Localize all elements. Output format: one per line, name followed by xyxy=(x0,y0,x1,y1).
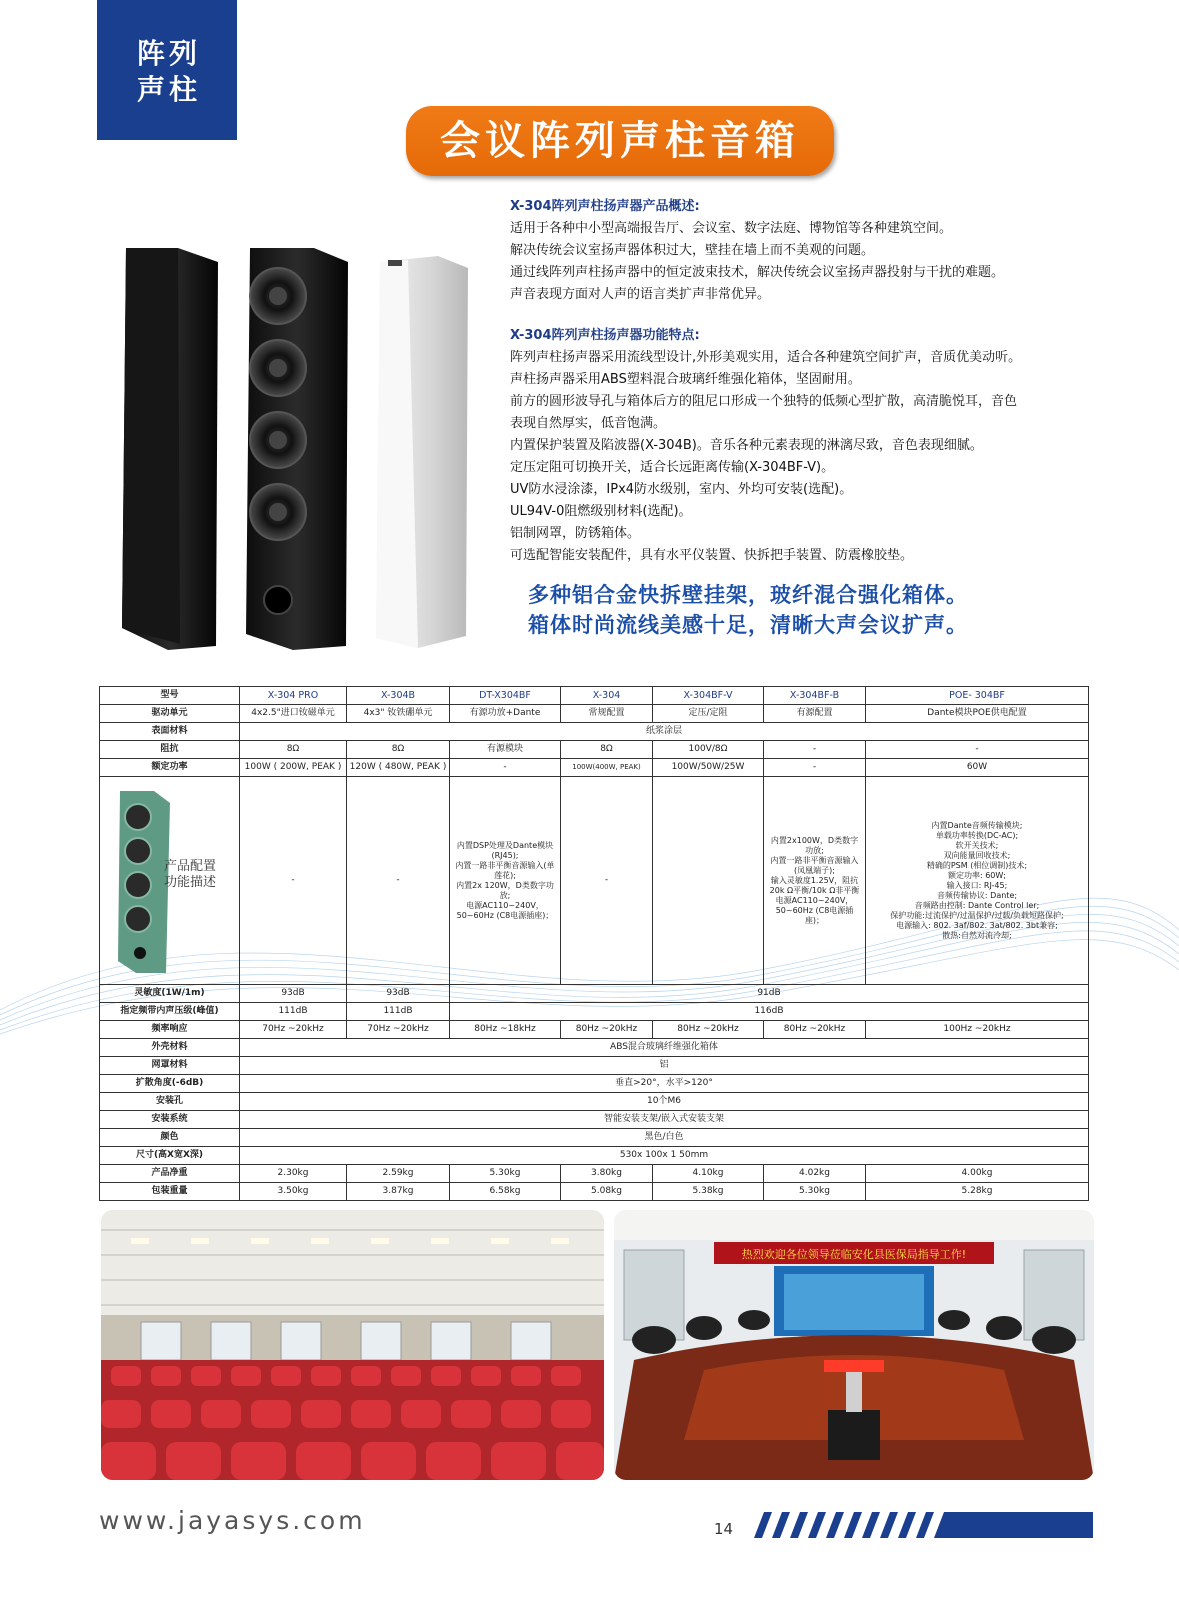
row-label: 外壳材料 xyxy=(100,1039,240,1057)
auditorium-illustration xyxy=(101,1210,604,1480)
cell: 定压/定阻 xyxy=(653,705,764,723)
cell: 93dB xyxy=(347,985,450,1003)
cell xyxy=(653,777,764,985)
table-row xyxy=(100,1111,1089,1129)
cell: ABS混合玻璃纤维强化箱体 xyxy=(240,1039,1089,1057)
cell: 70Hz ~20kHz xyxy=(240,1021,347,1039)
feature-line: 表现自然厚实，低音饱满。 xyxy=(510,416,667,431)
cell: 116dB xyxy=(450,1003,1089,1021)
cell: 纸浆涂层 xyxy=(240,723,1089,741)
table-row xyxy=(100,723,1089,741)
page-title-banner: 会议阵列声柱音箱 xyxy=(406,106,834,176)
table-row xyxy=(100,777,1089,985)
cell: POE- 304BF xyxy=(866,687,1089,705)
cell: 5.08kg xyxy=(561,1183,653,1201)
cell: 4x3" 钕铁硼单元 xyxy=(347,705,450,723)
cell: 91dB xyxy=(450,985,1089,1003)
cell: 100W/50W/25W xyxy=(653,759,764,777)
cell: 内置Dante音频传输模块; 单载功率转换(DC-AC); 软开关技术; 双向能量回收技术; 精确的PSM (相位调制)技术; 额定功率: 60W; 输入接口: RJ-45; 音频传输协议: Dante; 音频路由控制: Dante Control ler; 保护功能:过流保护/过温保护/过载/负载短路保护; 电源输入: 802. 3af/802. 3at/802. 3bt兼容; 散热:自然对流冷却; xyxy=(866,777,1089,985)
slogan-line1: 多种铝合金快拆壁挂架，玻纤混合强化箱体。 xyxy=(528,583,968,607)
cell: 60W xyxy=(866,759,1089,777)
cell: 5.28kg xyxy=(866,1183,1089,1201)
cell: 100W(400W, PEAK) xyxy=(561,759,653,777)
cell: 80Hz ~20kHz xyxy=(764,1021,866,1039)
row-label: 网罩材料 xyxy=(100,1057,240,1075)
row-label: 额定功率 xyxy=(100,759,240,777)
table-row xyxy=(100,1003,1089,1021)
cell: 70Hz ~20kHz xyxy=(347,1021,450,1039)
cell: X-304 PRO xyxy=(240,687,347,705)
row-label: 驱动单元 xyxy=(100,705,240,723)
table-row xyxy=(100,1039,1089,1057)
cell: 内置2x100W，D类数字功放; 内置一路非平衡音源输入(凤凰端子); 输入灵敏度1.25V，阻抗20k Ω平衡/10k Ω非平衡 电源AC110~240V，50~60Hz (C8电源插座)； xyxy=(764,777,866,985)
cell: 垂直>20°，水平>120° xyxy=(240,1075,1089,1093)
cell: 10个M6 xyxy=(240,1093,1089,1111)
cell: 111dB xyxy=(347,1003,450,1021)
section-tab-line1: 阵列 xyxy=(137,37,202,70)
config-label-line1: 产品配置 xyxy=(164,859,217,874)
cell: 100V/8Ω xyxy=(653,741,764,759)
cell: 4.02kg xyxy=(764,1165,866,1183)
cell: - xyxy=(561,777,653,985)
cell: 5.38kg xyxy=(653,1183,764,1201)
cell: X-304BF-V xyxy=(653,687,764,705)
table-row xyxy=(100,1075,1089,1093)
cell: X-304BF-B xyxy=(764,687,866,705)
table-row xyxy=(100,1183,1089,1201)
config-label-line2: 功能描述 xyxy=(164,875,217,890)
cell: 5.30kg xyxy=(450,1165,561,1183)
table-row xyxy=(100,687,1089,705)
cell: 有源功放+Dante xyxy=(450,705,561,723)
cell: 有源配置 xyxy=(764,705,866,723)
cell: 内置DSP处理及Dante模块(RJ45); 内置一路非平衡音源输入(单莲花); 内置2x 120W，D类数字功放; 电源AC110~240V，50~60Hz (C8电源插座)； xyxy=(450,777,561,985)
cell: 111dB xyxy=(240,1003,347,1021)
cell: 3.80kg xyxy=(561,1165,653,1183)
cell: 有源模块 xyxy=(450,741,561,759)
table-row xyxy=(100,1165,1089,1183)
page-number: 14 xyxy=(714,1520,734,1538)
cell: - xyxy=(240,777,347,985)
table-row xyxy=(100,705,1089,723)
cell: - xyxy=(347,777,450,985)
footer-website-url[interactable]: www.jayasys.com xyxy=(99,1506,366,1535)
cell: 80Hz ~18kHz xyxy=(450,1021,561,1039)
section-tab-line2: 声柱 xyxy=(137,73,202,106)
cell: 100W ( 200W, PEAK ) xyxy=(240,759,347,777)
config-image-cell xyxy=(100,777,240,985)
config-label xyxy=(164,859,216,891)
auditorium-photo xyxy=(101,1210,604,1480)
cell: X-304 xyxy=(561,687,653,705)
cell: 4x2.5"进口钕磁单元 xyxy=(240,705,347,723)
row-label: 尺寸(高X宽X深) xyxy=(100,1147,240,1165)
cell: 8Ω xyxy=(561,741,653,759)
overview-line: 解决传统会议室扬声器体积过大，壁挂在墙上而不美观的问题。 xyxy=(510,243,875,258)
welcome-banner-text: 热烈欢迎各位领导莅临安化县医保局指导工作! xyxy=(741,1248,967,1261)
features-heading: X-304阵列声柱扬声器功能特点: xyxy=(510,328,700,343)
cell: Dante模块POE供电配置 xyxy=(866,705,1089,723)
overview-heading: X-304阵列声柱扬声器产品概述: xyxy=(510,199,700,214)
row-label: 产品净重 xyxy=(100,1165,240,1183)
cell: 3.87kg xyxy=(347,1183,450,1201)
row-label: 灵敏度(1W/1m) xyxy=(100,985,240,1003)
overview-line: 适用于各种中小型高端报告厅、会议室、数字法庭、博物馆等各种建筑空间。 xyxy=(510,221,953,236)
feature-line: 可选配智能安装配件，具有水平仪装置、快拆把手装置、防震橡胶垫。 xyxy=(510,548,914,563)
cell: 2.59kg xyxy=(347,1165,450,1183)
row-label: 频率响应 xyxy=(100,1021,240,1039)
table-row xyxy=(100,1129,1089,1147)
features-section xyxy=(510,325,1110,567)
cell: 8Ω xyxy=(240,741,347,759)
cell: 常规配置 xyxy=(561,705,653,723)
cell: - xyxy=(764,741,866,759)
cell: 3.50kg xyxy=(240,1183,347,1201)
row-label: 表面材料 xyxy=(100,723,240,741)
feature-line: 定压定阻可切换开关，适合长远距离传输(X-304BF-V)。 xyxy=(510,460,835,475)
cell: 黑色/白色 xyxy=(240,1129,1089,1147)
cell: 4.10kg xyxy=(653,1165,764,1183)
overview-line: 声音表现方面对人声的语言类扩声非常优异。 xyxy=(510,287,771,302)
cell: 5.30kg xyxy=(764,1183,866,1201)
row-label: 包装重量 xyxy=(100,1183,240,1201)
conference-illustration xyxy=(614,1210,1094,1480)
cell: 6.58kg xyxy=(450,1183,561,1201)
section-tab xyxy=(97,0,237,140)
table-row xyxy=(100,985,1089,1003)
row-label: 颜色 xyxy=(100,1129,240,1147)
cell: 80Hz ~20kHz xyxy=(653,1021,764,1039)
row-label: 安装孔 xyxy=(100,1093,240,1111)
product-speakers-image xyxy=(118,248,468,668)
cell: 8Ω xyxy=(347,741,450,759)
slogan xyxy=(528,580,1088,640)
slogan-line2: 箱体时尚流线美感十足，清晰大声会议扩声。 xyxy=(528,613,968,637)
cell: 93dB xyxy=(240,985,347,1003)
conference-room-photo xyxy=(614,1210,1094,1480)
row-label: 型号 xyxy=(100,687,240,705)
feature-line: 内置保护装置及陷波器(X-304B)。音乐各种元素表现的淋漓尽致，音色表现细腻。 xyxy=(510,438,983,453)
spec-table xyxy=(99,686,1089,1201)
feature-line: 声柱扬声器采用ABS塑料混合玻璃纤维强化箱体，坚固耐用。 xyxy=(510,372,861,387)
cell: 4.00kg xyxy=(866,1165,1089,1183)
cell: 智能安装支架/嵌入式安装支架 xyxy=(240,1111,1089,1129)
feature-line: UV防水浸涂漆，IPx4防水级别，室内、外均可安装(选配)。 xyxy=(510,482,853,497)
decorative-stripes xyxy=(748,1512,1093,1538)
row-label: 指定频带内声压级(峰值) xyxy=(100,1003,240,1021)
table-row xyxy=(100,741,1089,759)
row-label: 安装系统 xyxy=(100,1111,240,1129)
feature-line: 前方的圆形波导孔与箱体后方的阻尼口形成一个独特的低频心型扩散，高清脆悦耳，音色 xyxy=(510,394,1018,409)
table-row xyxy=(100,1021,1089,1039)
overview-section xyxy=(510,196,1110,306)
cell: 530x 100x 1 50mm xyxy=(240,1147,1089,1165)
cell: - xyxy=(866,741,1089,759)
feature-line: UL94V-0阻燃级别材料(选配)。 xyxy=(510,504,692,519)
cell: DT-X304BF xyxy=(450,687,561,705)
cell: 80Hz ~20kHz xyxy=(561,1021,653,1039)
table-row xyxy=(100,759,1089,777)
cell: - xyxy=(764,759,866,777)
cell: X-304B xyxy=(347,687,450,705)
feature-line: 阵列声柱扬声器采用流线型设计,外形美观实用，适合各种建筑空间扩声，音质优美动听。 xyxy=(510,350,1022,365)
table-row xyxy=(100,1057,1089,1075)
cell: 2.30kg xyxy=(240,1165,347,1183)
table-row xyxy=(100,1147,1089,1165)
cell: - xyxy=(450,759,561,777)
table-row xyxy=(100,1093,1089,1111)
feature-line: 铝制网罩，防锈箱体。 xyxy=(510,526,641,541)
row-label: 阻抗 xyxy=(100,741,240,759)
cell: 铝 xyxy=(240,1057,1089,1075)
row-label: 扩散角度(-6dB) xyxy=(100,1075,240,1093)
cell: 100Hz ~20kHz xyxy=(866,1021,1089,1039)
overview-line: 通过线阵列声柱扬声器中的恒定波束技术，解决传统会议室扬声器投射与干扰的难题。 xyxy=(510,265,1005,280)
cell: 120W ( 480W, PEAK ) xyxy=(347,759,450,777)
